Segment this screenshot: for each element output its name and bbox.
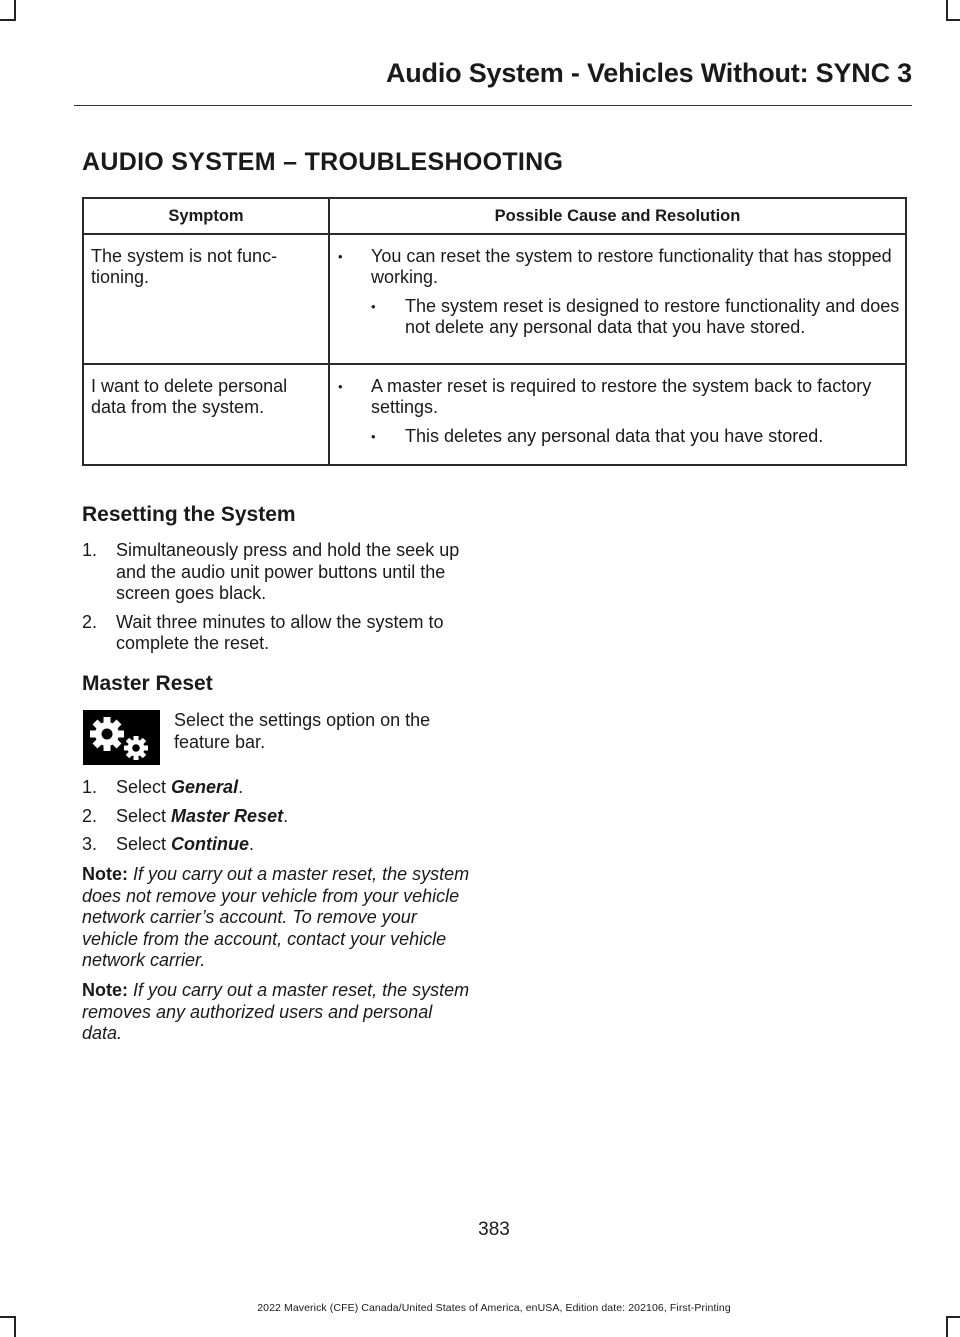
crop-mark — [946, 19, 960, 21]
table-row — [83, 364, 906, 465]
note-paragraph — [82, 864, 477, 972]
table-row — [83, 234, 906, 364]
step-suffix: . — [283, 805, 289, 826]
master-reset-heading: Master Reset — [82, 672, 213, 695]
master-reset-steps — [82, 777, 477, 863]
step-number: 3. — [82, 834, 98, 854]
menu-option-continue: Continue — [171, 834, 250, 854]
header-divider — [74, 105, 912, 106]
note-text: If you carry out a master reset, the system removes any authorized users and personal data. — [82, 980, 470, 1043]
crop-mark — [0, 19, 16, 21]
symptom-cell: The system is not func-tioning. — [83, 234, 329, 364]
note-paragraph — [82, 980, 477, 1045]
cause-sub-bullet: • This deletes any personal data that you have stored. — [338, 426, 900, 447]
menu-option-general: General — [171, 777, 239, 797]
step-prefix: Select — [116, 777, 172, 797]
cause-cell — [329, 364, 906, 465]
page-footer: 2022 Maverick (CFE) Canada/United States of America, enUSA, Edition date: 202106, First-Printing — [257, 1302, 731, 1314]
list-item — [82, 777, 477, 799]
crop-mark — [946, 1316, 960, 1318]
page-header-title: Audio System - Vehicles Without: SYNC 3 — [385, 58, 912, 88]
column-header-symptom: Symptom — [83, 198, 329, 234]
crop-mark — [14, 0, 16, 20]
step-number: 2. — [82, 805, 98, 826]
list-item — [82, 612, 477, 655]
troubleshooting-table — [82, 197, 907, 466]
crop-mark — [0, 1316, 16, 1318]
settings-icon-caption: Select the settings option on the feature bar. — [174, 710, 431, 752]
page-number: 383 — [478, 1219, 510, 1240]
step-number: 1. — [82, 540, 98, 560]
section-title: AUDIO SYSTEM – TROUBLESHOOTING — [82, 148, 564, 176]
table-header-row — [83, 198, 906, 234]
settings-gears-icon — [83, 710, 160, 765]
menu-option-master-reset: Master Reset — [171, 805, 284, 826]
step-text: Simultaneously press and hold the seek up and the audio unit power buttons until the screen goes black. — [116, 540, 460, 603]
symptom-cell: I want to delete personal data from the system. — [83, 364, 329, 465]
step-suffix: . — [238, 777, 244, 797]
cause-bullet: • You can reset the system to restore functionality that has stopped working. — [338, 246, 900, 288]
crop-mark — [14, 1316, 16, 1337]
note-label: Note: — [82, 980, 128, 1000]
list-item — [82, 540, 477, 605]
crop-mark — [946, 0, 948, 20]
step-number: 2. — [82, 611, 98, 632]
step-prefix: Select — [116, 805, 172, 826]
column-header-cause: Possible Cause and Resolution — [329, 198, 906, 234]
step-suffix: . — [249, 834, 255, 854]
note-text: If you carry out a master reset, the system does not remove your vehicle from your vehicle network carrier’s account. To remove your vehicle from the account, contact your vehicle network carrier. — [82, 864, 470, 970]
cause-sub-bullet: • The system reset is designed to restore functionality and does not delete any personal data that you have stored. — [338, 296, 900, 338]
resetting-steps — [82, 540, 477, 662]
cause-cell — [329, 234, 906, 364]
crop-mark — [946, 1316, 948, 1337]
resetting-heading: Resetting the System — [82, 503, 296, 526]
list-item — [82, 834, 477, 856]
step-number: 1. — [82, 777, 98, 797]
note-label: Note: — [82, 864, 128, 884]
step-text: Wait three minutes to allow the system to complete the reset. — [116, 611, 444, 653]
step-prefix: Select — [116, 834, 172, 854]
cause-bullet: • A master reset is required to restore the system back to factory settings. — [338, 376, 900, 418]
list-item — [82, 806, 477, 828]
